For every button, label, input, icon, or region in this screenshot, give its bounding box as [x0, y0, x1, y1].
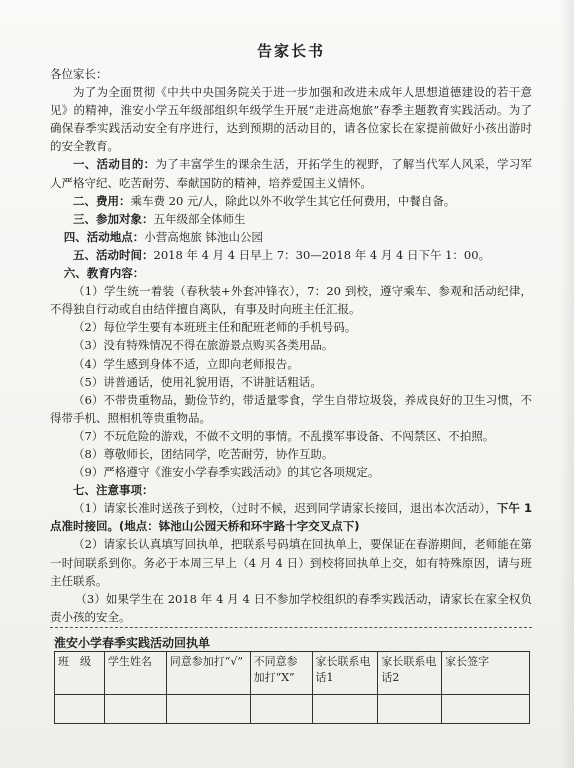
content-item: （4）学生感到身体不适，立即向老师报告。	[73, 356, 299, 371]
receipt-table	[54, 651, 530, 724]
note-item: （3）如果学生在 2018 年 4 月 4 日不参加学校组织的春季实践活动，请家长在家全权负责小孩的安全。	[50, 591, 532, 624]
content-item: （7）不玩危险的游戏，不做不文明的事情。不乱摸军事设备、不闯禁区、不拍照。	[73, 428, 495, 443]
participants-section	[50, 210, 532, 228]
purpose-section	[50, 155, 532, 191]
receipt-cell-student-name[interactable]	[104, 695, 166, 724]
receipt-cell-agree[interactable]	[166, 695, 250, 724]
content-item: （5）讲普通话，使用礼貌用语，不讲脏话粗话。	[73, 374, 322, 389]
receipt-header-phone-1: 家长联系电话1	[312, 652, 378, 695]
purpose-heading: 一、活动目的：	[73, 157, 156, 172]
receipt-title: 淮安小学春季实践活动回执单	[54, 636, 211, 650]
receipt-header-disagree: 不同意参加打“X”	[250, 652, 312, 695]
note1-pickup-text: 下午 1 点准时接回。(地点：钵池山公园天桥和环宇路十字交叉点下)	[50, 501, 532, 534]
notes-heading: 七、注意事项：	[73, 483, 154, 498]
content-item: （6）不带贵重物品，勤俭节约，带适量零食，学生自带垃圾袋，养成良好的卫生习惯，不得带手机、照相机等贵重物品。	[50, 392, 532, 425]
participants-heading: 三、参加对象：	[73, 211, 154, 226]
purpose-text: 为了丰富学生的课余生活，开拓学生的视野，了解当代军人风采，学习军人严格守纪、吃苦耐劳、奉献国防的精神，培养爱国主义情怀。	[50, 157, 532, 190]
note1-text: （1）请家长准时送孩子到校，（过时不候，迟到同学请家长接回，退出本次活动），	[73, 501, 497, 516]
salutation: 各位家长：	[50, 67, 108, 81]
location-text: 小营高炮旅 钵池山公园	[144, 229, 263, 244]
note-item: （2）请家长认真填写回执单，把联系号码填在回执单上，要保证在春游期间，老师能在第一时间联系到你。务必于本周三早上（4 月 4 日）到校将回执单上交，如有特殊原因，请与班主任联系。	[50, 537, 532, 588]
fee-heading: 二、费用：	[73, 193, 131, 208]
content-item: （9）严格遵守《淮安小学春季实践活动》的其它各项规定。	[73, 465, 380, 480]
participants-text: 五年级部全体师生	[153, 211, 246, 226]
time-text: 2018 年 4 月 4 日早上 7：30—2018 年 4 月 4 日下午 1：00。	[153, 247, 491, 262]
receipt-cell-phone-2[interactable]	[378, 695, 442, 724]
cut-line	[50, 627, 532, 628]
receipt-cell-signature[interactable]	[442, 695, 530, 724]
content-item: （1）学生统一着装（春秋装+外套冲锋衣），7：20 到校，遵守乘车、参观和活动纪律，不得独自行动或自由结伴擅自离队，有事及时向班主任汇报。	[50, 284, 532, 317]
content-item: （2）每位学生要有本班班主任和配班老师的手机号码。	[73, 320, 357, 335]
receipt-cell-class[interactable]	[55, 695, 105, 724]
content-heading: 六、教育内容：	[63, 266, 145, 281]
fee-text: 乘车费 20 元/人，除此以外不收学生其它任何费用，中餐自备。	[130, 193, 456, 208]
time-section	[50, 246, 532, 264]
letter-title: 告家长书	[256, 42, 325, 60]
fee-section	[50, 192, 532, 210]
receipt-header-agree: 同意参加打“√”	[166, 652, 250, 695]
receipt-header-student-name: 学生姓名	[104, 652, 166, 695]
time-heading: 五、活动时间：	[73, 247, 154, 262]
receipt-header-class: 班 级	[55, 652, 105, 695]
note-item	[50, 499, 532, 535]
location-section	[50, 228, 532, 246]
receipt-header-signature: 家长签字	[442, 652, 530, 695]
location-heading: 四、活动地点：	[63, 229, 145, 244]
intro-paragraph: 为了为全面贯彻《中共中央国务院关于进一步加强和改进未成年人思想道德建设的若干意见》的精神，淮安小学五年级部组织年级学生开展“走进高炮旅”春季主题教育实践活动。为了确保春季实践活动安全有序进行，达到预期的活动目的，请各位家长在家提前做好小孩出游时的安全教育。	[50, 85, 532, 154]
letter-body	[50, 40, 532, 626]
content-item: （8）尊敬师长，团结同学，吃苦耐劳，协作互助。	[73, 446, 334, 461]
receipt-entry-row	[55, 695, 530, 724]
receipt-header-row	[55, 652, 530, 695]
receipt-header-phone-2: 家长联系电话2	[378, 652, 442, 695]
receipt-cell-disagree[interactable]	[250, 695, 312, 724]
content-item: （3）没有特殊情况不得在旅游景点购买各类用品。	[73, 338, 334, 353]
receipt-cell-phone-1[interactable]	[312, 695, 378, 724]
page-shadow	[560, 0, 574, 768]
notes-section	[50, 481, 532, 499]
content-section	[50, 264, 532, 282]
